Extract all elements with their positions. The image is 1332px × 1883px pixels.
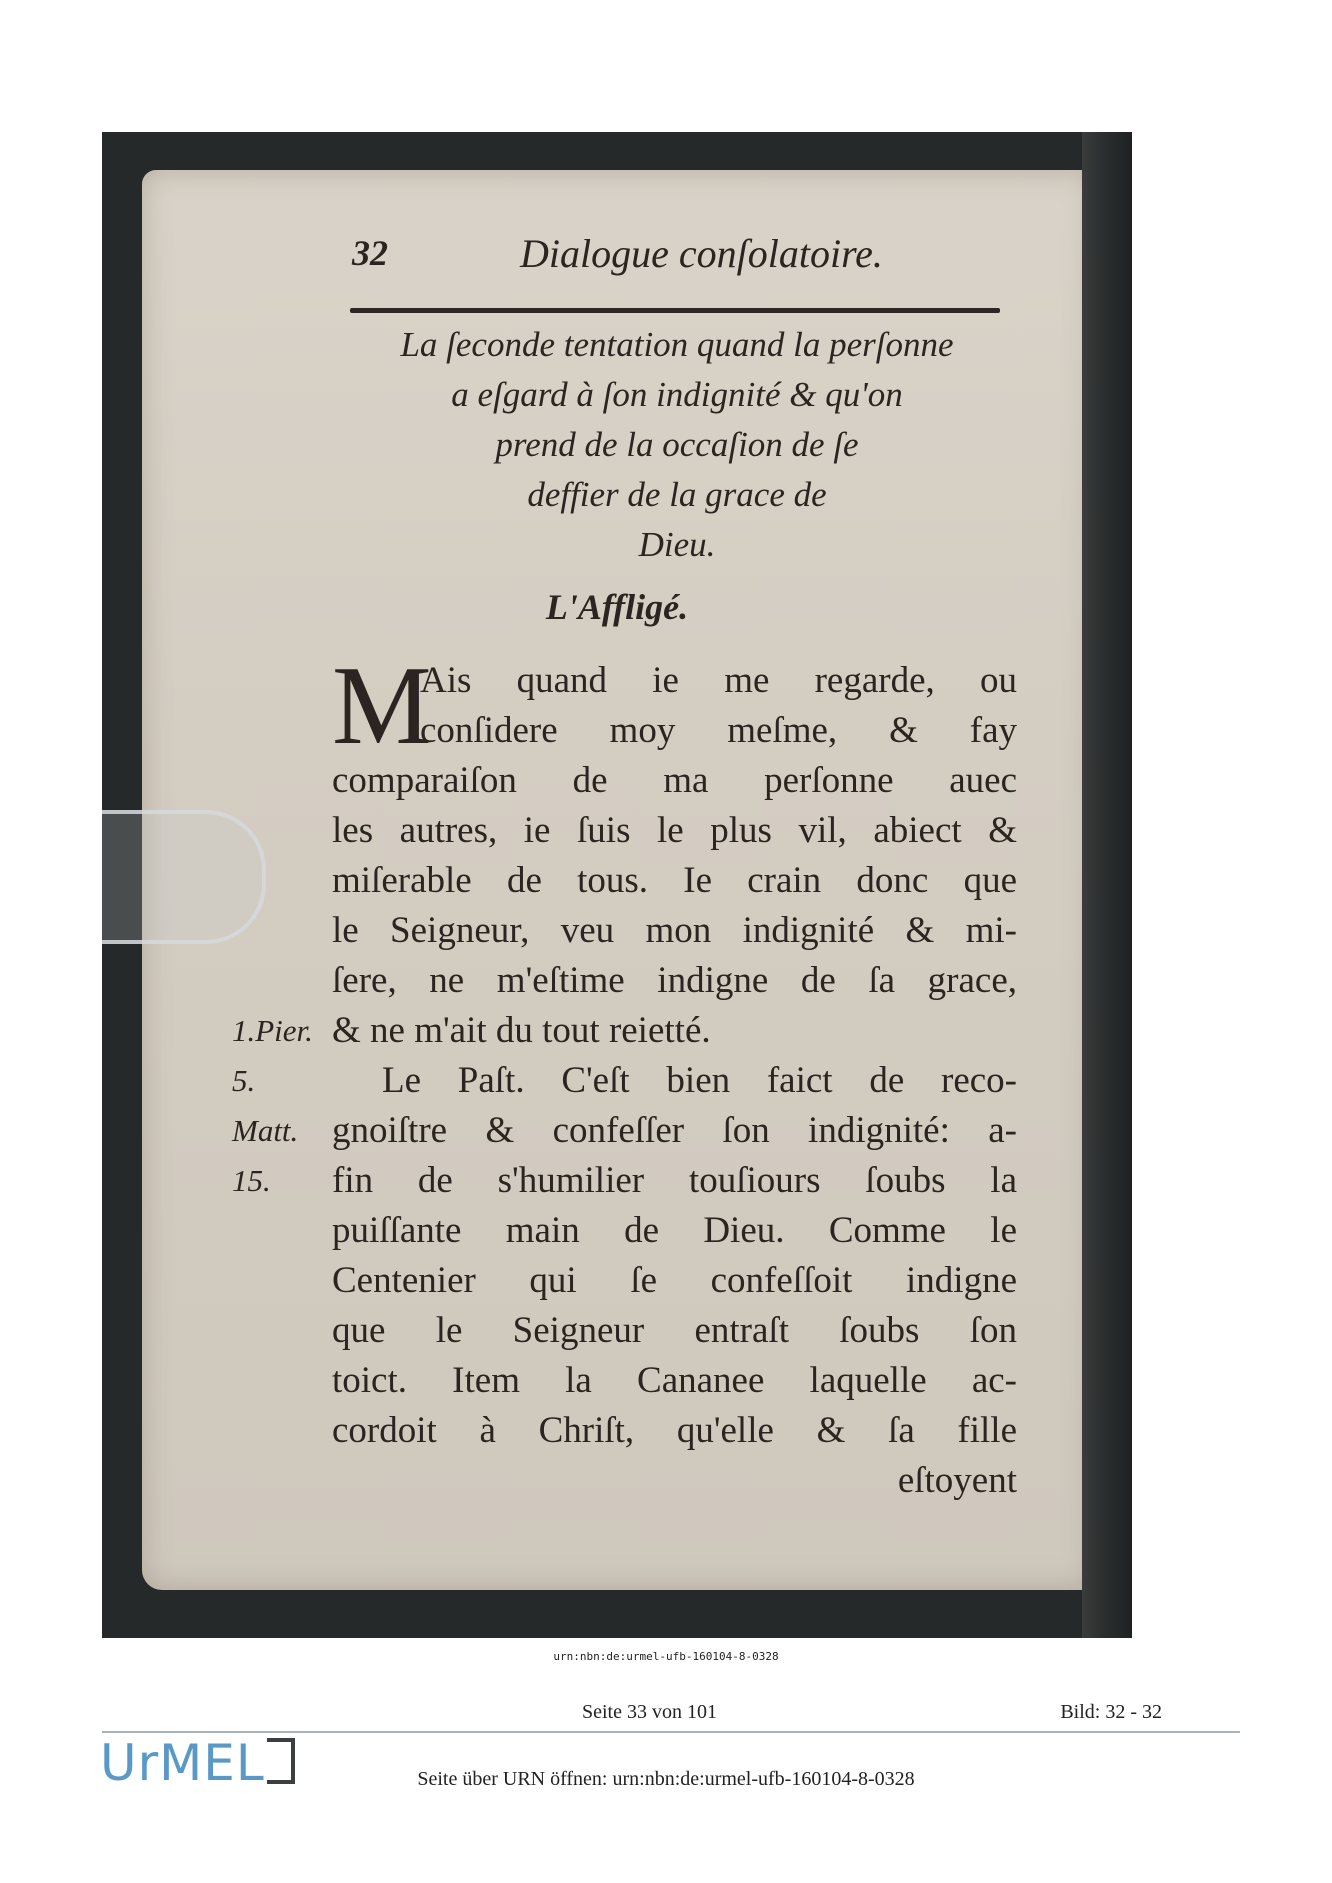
drop-cap: M: [332, 644, 432, 768]
text-line: que le Seigneur entraſt ſoubs ſon: [332, 1310, 1017, 1351]
text-line: comparaiſon de ma perſonne auec: [332, 760, 1017, 801]
text-line: Le Paſt. C'eſt bien faict de reco-: [382, 1060, 1017, 1101]
margin-note: 5.: [232, 1063, 256, 1098]
section-heading: [332, 320, 1022, 570]
text-line: puiſſante main de Dieu. Comme le: [332, 1210, 1017, 1251]
running-head: [352, 232, 1012, 282]
margin-note: 15.: [232, 1163, 271, 1198]
speaker-label: L'Affligé.: [545, 587, 689, 627]
text-line: miſerable de tous. Ie crain donc que: [332, 860, 1017, 901]
open-urn-link[interactable]: Seite über URN öffnen: urn:nbn:de:urmel-ufb-160104-8-0328: [417, 1768, 915, 1790]
text-line: le Seigneur, veu mon indignité & mi-: [332, 910, 1017, 951]
text-line: fin de s'humilier touſiours ſoubs la: [332, 1160, 1017, 1201]
heading-line: deffier de la grace de: [527, 475, 827, 514]
footer-rule: [102, 1731, 1240, 1733]
catchword: eſtoyent: [897, 1460, 1017, 1501]
urn-caption: urn:nbn:de:urmel-ufb-160104-8-0328: [553, 1650, 779, 1663]
text-line: conſidere moy meſme, & fay: [420, 710, 1017, 751]
running-title: Dialogue conſolatoire.: [520, 231, 883, 276]
header-rule: [350, 308, 1000, 313]
logo-text: UrMEL: [100, 1734, 265, 1792]
heading-line: a eſgard à ſon indignité & qu'on: [451, 375, 903, 414]
heading-line: Dieu.: [638, 525, 716, 564]
heading-line: prend de la occaſion de ſe: [495, 425, 859, 464]
body-text: [332, 644, 1017, 1506]
scanned-page-image: [102, 132, 1132, 1638]
page-number: 32: [352, 233, 388, 273]
page-counter: Seite 33 von 101: [582, 1701, 717, 1723]
text-line: & ne m'ait du tout reietté.: [332, 1010, 711, 1051]
text-line: Ais quand ie me regarde, ou: [420, 660, 1017, 701]
heading-line: La ſeconde tentation quand la perſonne: [400, 325, 954, 364]
text-line: gnoiſtre & confeſſer ſon indignité: a-: [332, 1110, 1017, 1151]
page-content: [102, 132, 1132, 1638]
text-line: les autres, ie ſuis le plus vil, abiect &: [332, 810, 1017, 851]
text-line: Centenier qui ſe confeſſoit indigne: [332, 1260, 1017, 1301]
text-line: toict. Item la Cananee laquelle ac-: [332, 1360, 1017, 1401]
text-line: cordoit à Chriſt, qu'elle & ſa fille: [332, 1410, 1017, 1451]
text-line: ſere, ne m'eſtime indigne de ſa grace,: [332, 960, 1017, 1001]
image-counter: Bild: 32 - 32: [1060, 1701, 1162, 1723]
margin-note: Matt.: [232, 1113, 299, 1148]
margin-notes: [232, 1006, 327, 1206]
margin-note: 1.Pier.: [232, 1013, 313, 1048]
